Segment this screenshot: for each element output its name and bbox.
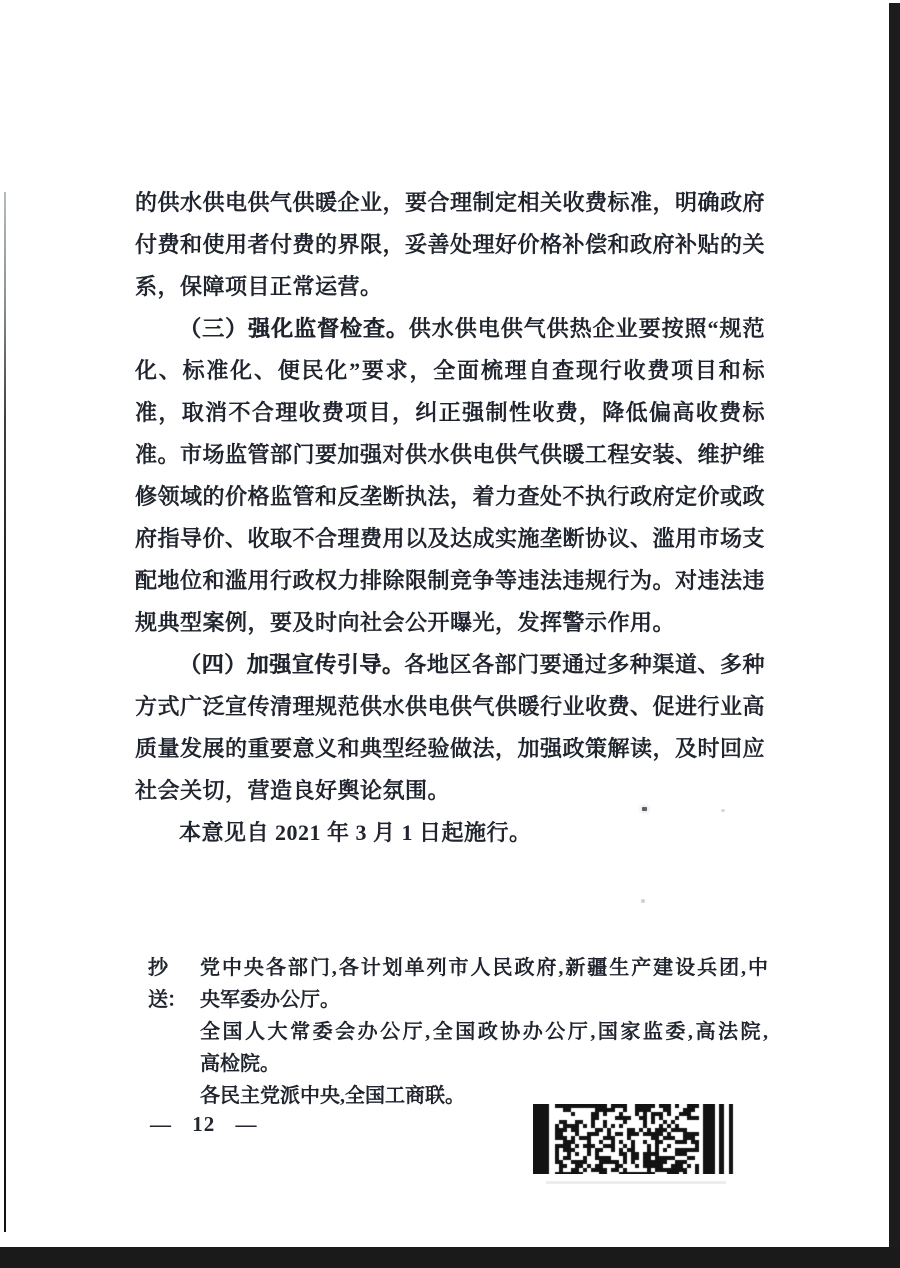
- barcode-scan-shadow: [546, 1181, 726, 1184]
- cc-line: 全国人大常委会办公厅,全国政协办公厅,国家监委,高法院,: [200, 1021, 768, 1043]
- document-body: [135, 182, 765, 854]
- body-line: [135, 602, 765, 644]
- body-line-text: 准，取消不合理收费项目，纠正强制性收费，降低偏高收费标: [135, 400, 765, 425]
- body-line-text: 化、标准化、便民化”要求，全面梳理自查现行收费项目和标: [135, 358, 765, 383]
- cc-line: 党中央各部门,各计划单列市人民政府,新疆生产建设兵团,中: [200, 957, 768, 979]
- scan-edge-right: [889, 3, 900, 1268]
- scan-speck: [721, 809, 725, 812]
- barcode-2d: [533, 1104, 741, 1174]
- page-number: — 12 —: [150, 1112, 258, 1136]
- body-line-text: 付费和使用者付费的界限，妥善处理好价格补偿和政府补贴的关: [135, 232, 765, 257]
- cc-block: [148, 952, 768, 1112]
- body-line: [135, 266, 765, 308]
- cc-line: 央军委办公厅。: [200, 989, 340, 1011]
- body-line-text: 的供水供电供气供暖企业，要合理制定相关收费标准，明确政府: [135, 190, 765, 215]
- cc-content: [200, 952, 768, 1112]
- body-line-text: 规典型案例，要及时向社会公开曝光，发挥警示作用。: [135, 610, 676, 635]
- body-line: [135, 560, 765, 602]
- body-line: [135, 770, 765, 812]
- body-line: [135, 728, 765, 770]
- body-line-text: 质量发展的重要意义和典型经验做法，加强政策解读，及时回应: [135, 736, 765, 761]
- scan-speck: [641, 899, 645, 903]
- body-line: [135, 392, 765, 434]
- section-heading: （四）加强宣传引导。: [179, 652, 405, 677]
- scan-edge-left-line: [4, 192, 6, 1232]
- body-line-section-3-heading: [135, 308, 765, 350]
- section-heading: （三）强化监督检查。: [179, 316, 409, 341]
- body-line-text: 修领域的价格监管和反垄断执法，着力查处不执行政府定价或政: [135, 484, 765, 509]
- cc-line: 各民主党派中央,全国工商联。: [200, 1085, 465, 1107]
- body-line: [135, 434, 765, 476]
- body-line-text: 府指导价、收取不合理费用以及达成实施垄断协议、滥用市场支: [135, 526, 765, 551]
- body-line: [135, 518, 765, 560]
- body-line: [135, 686, 765, 728]
- body-line-text: 系，保障项目正常运营。: [135, 274, 383, 299]
- body-line-text: 准。市场监管部门要加强对供水供电供气供暖工程安装、维护维: [135, 442, 765, 467]
- cc-label: 抄送：: [148, 957, 186, 1011]
- scan-edge-bottom: [0, 1247, 900, 1268]
- body-line-text: 本意见自 2021 年 3 月 1 日起施行。: [179, 820, 532, 845]
- body-line-text: 社会关切，营造良好舆论氛围。: [135, 778, 451, 803]
- body-line-section-4-heading: [135, 644, 765, 686]
- body-line: [135, 182, 765, 224]
- scan-speck: [642, 807, 647, 811]
- body-line-text: 配地位和滥用行政权力排除限制竞争等违法违规行为。对违法违: [135, 568, 765, 593]
- body-line: [135, 350, 765, 392]
- body-line-text: 各地区各部门要通过多种渠道、多种: [404, 652, 765, 677]
- body-line: [135, 476, 765, 518]
- effective-date-line: [135, 812, 765, 854]
- body-line-text: 供水供电供气供热企业要按照“规范: [408, 316, 765, 341]
- cc-line: 高检院。: [200, 1053, 280, 1075]
- body-line: [135, 224, 765, 266]
- body-line-text: 方式广泛宣传清理规范供水供电供气供暖行业收费、促进行业高: [135, 694, 765, 719]
